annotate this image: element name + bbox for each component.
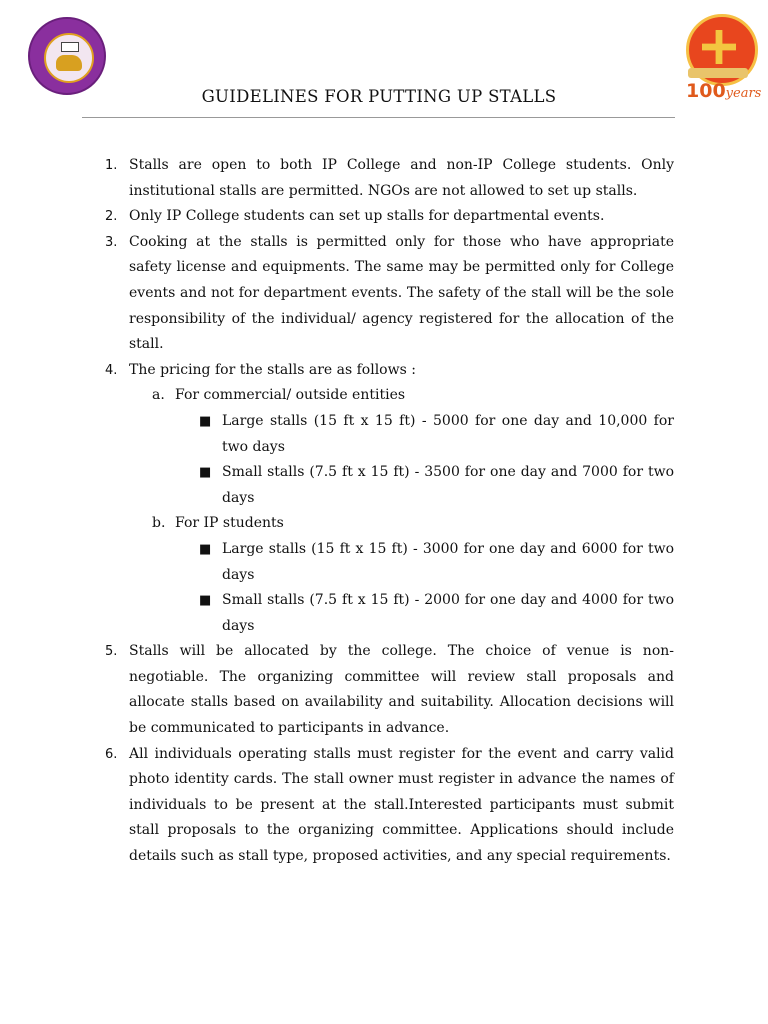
list-item [105,230,674,358]
item-number: 4. [105,362,118,378]
bullet-text: Large stalls (15 ft x 15 ft) - 5000 for one day and 10,000 for two days [222,412,674,455]
list-item [105,639,674,741]
bullet-item [105,460,674,511]
sub-item-text: For commercial/ outside entities [175,387,406,404]
logo-years: years [725,86,762,101]
square-bullet-icon: ■ [199,593,212,609]
list-item [105,742,674,870]
university-of-delhi-logo [28,17,106,95]
elephant-icon [56,55,82,71]
square-bullet-icon: ■ [199,541,212,557]
title-divider [82,117,675,118]
item-number: 5. [105,644,118,660]
item-text: Cooking at the stalls is permitted only for those who have appropriate safety license and equipments. The same may be permitted only for College events and not for department events. The safety of the stall will be the sole responsibility of the individual/ agency registered for the allocation of the stall. [129,233,674,353]
list-item [105,153,674,204]
item-number: 1. [105,158,118,173]
sub-item-text: For IP students [175,515,284,532]
item-text: Stalls are open to both IP College and non-IP College students. Only institutional stalls are permitted. NGOs are not allowed to set up stalls. [129,157,674,199]
guidelines-list [105,153,674,870]
list-item [105,358,674,384]
item-number: 6. [105,746,118,762]
item-text: All individuals operating stalls must register for the event and carry valid photo identity cards. The stall owner must register in advance the names of individuals to be present at the stall.Interested participants must submit stall proposals to the organizing committee. Applications should include details such as stall type, proposed activities, and any special requirements. [129,745,674,865]
item-number: 3. [105,234,118,250]
item-text: Only IP College students can set up stalls for departmental events. [129,208,605,225]
item-number: 2. [105,209,118,225]
sub-item-label: b. [152,515,166,532]
bullet-item [105,537,674,588]
page-title: GUIDELINES FOR PUTTING UP STALLS [201,87,557,106]
bullet-item [105,588,674,639]
sub-item [105,511,674,537]
square-bullet-icon: ■ [199,465,212,481]
item-text: Stalls will be allocated by the college. The choice of venue is non-negotiable. The organizing committee will review stall proposals and allocate stalls based on availability and suitability. Allocation decisions will be communicated to participants in advance. [129,643,674,737]
bullet-text: Small stalls (7.5 ft x 15 ft) - 2000 for one day and 4000 for two days [222,592,674,634]
list-item [105,204,674,230]
square-bullet-icon: ■ [199,413,212,429]
bullet-text: Small stalls (7.5 ft x 15 ft) - 3500 for one day and 7000 for two days [222,464,674,506]
item-text: The pricing for the stalls are as follows : [129,361,416,378]
bullet-item [105,409,674,460]
logo-hundred: 100 [686,80,726,102]
bullet-text: Large stalls (15 ft x 15 ft) - 3000 for one day and 6000 for two days [222,540,674,583]
sub-item [105,383,674,409]
sub-item-label: a. [152,387,165,404]
